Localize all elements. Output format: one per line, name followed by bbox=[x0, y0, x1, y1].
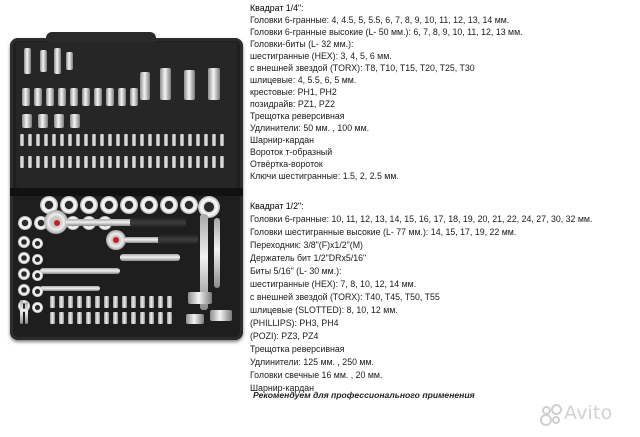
spec-line: Трещотка реверсивная bbox=[250, 344, 345, 354]
bit bbox=[113, 312, 118, 324]
bit bbox=[76, 156, 80, 168]
spec-line: (POZI): PZ3, PZ4 bbox=[250, 331, 319, 341]
bit bbox=[204, 156, 208, 168]
bit bbox=[124, 134, 128, 146]
bit bbox=[100, 134, 104, 146]
bit bbox=[122, 312, 127, 324]
small-socket bbox=[130, 88, 138, 106]
spec-line: Головки шестигранные высокие (L- 77 мм.): 14, 15, 17, 19, 22 мм. bbox=[250, 227, 517, 237]
bit bbox=[132, 134, 136, 146]
bit bbox=[149, 296, 154, 308]
bit bbox=[60, 134, 64, 146]
small-socket bbox=[46, 88, 54, 106]
bit bbox=[84, 134, 88, 146]
small-socket bbox=[82, 88, 90, 106]
bit bbox=[148, 134, 152, 146]
socket bbox=[100, 196, 118, 214]
bit bbox=[59, 312, 64, 324]
spec-line: Головки-биты (L- 32 мм.): bbox=[250, 39, 354, 49]
bit bbox=[220, 156, 224, 168]
spec-line: с внешней звездой (TORX): T40, T45, T50, T55 bbox=[250, 292, 440, 302]
bit bbox=[68, 296, 73, 308]
small-socket bbox=[70, 114, 80, 128]
bit bbox=[50, 312, 55, 324]
spec-line: шестигранные (HEX): 3, 4, 5, 6 мм. bbox=[250, 51, 392, 61]
spec-line: Вороток т-образный bbox=[250, 147, 333, 157]
spec-line: Отвёртка-вороток bbox=[250, 159, 323, 169]
bit bbox=[59, 296, 64, 308]
ratchet-button bbox=[113, 237, 119, 243]
bit bbox=[122, 296, 127, 308]
bit bbox=[68, 312, 73, 324]
bit bbox=[149, 312, 154, 324]
avito-logo-icon bbox=[540, 404, 560, 424]
bit bbox=[77, 312, 82, 324]
bit bbox=[86, 296, 91, 308]
bit bbox=[131, 296, 136, 308]
spec-line: шестигранные (HEX): 7, 8, 10, 12, 14 мм. bbox=[250, 279, 417, 289]
spec-line: Шарнир-кардан bbox=[250, 135, 314, 145]
socket bbox=[140, 196, 158, 214]
spec-section-1-heading: Квадрат 1/4": bbox=[250, 3, 304, 13]
spark-plug-socket bbox=[210, 310, 232, 321]
socket bbox=[32, 254, 43, 265]
spec-line: Переходник: 3/8"(F)x1/2"(M) bbox=[250, 240, 363, 250]
t-handle-bar bbox=[40, 286, 100, 291]
bit bbox=[164, 134, 168, 146]
bit bbox=[95, 296, 100, 308]
bit bbox=[20, 156, 24, 168]
bit bbox=[104, 312, 109, 324]
deep-socket bbox=[140, 72, 150, 100]
small-socket bbox=[22, 114, 32, 128]
small-socket bbox=[118, 88, 126, 106]
deep-socket bbox=[208, 68, 220, 100]
hex-key bbox=[20, 300, 23, 324]
spec-line: Биты 5/16" (L- 30 мм.): bbox=[250, 266, 342, 276]
spec-line: с внешней звездой (TORX): T8, T10, T15, T20, T25, T30 bbox=[250, 63, 475, 73]
deep-socket bbox=[54, 48, 61, 74]
bit bbox=[156, 134, 160, 146]
bit bbox=[116, 156, 120, 168]
deep-socket bbox=[160, 68, 171, 100]
small-socket bbox=[106, 88, 114, 106]
bit bbox=[92, 156, 96, 168]
bit bbox=[44, 156, 48, 168]
bit bbox=[77, 296, 82, 308]
socket bbox=[160, 196, 178, 214]
spec-line: Удлинители: 125 мм. , 250 мм. bbox=[250, 357, 374, 367]
bit bbox=[124, 156, 128, 168]
bit bbox=[196, 156, 200, 168]
bit bbox=[68, 156, 72, 168]
extension-bar bbox=[40, 268, 120, 274]
bit bbox=[68, 134, 72, 146]
socket bbox=[18, 284, 30, 296]
bit bbox=[158, 296, 163, 308]
bit bbox=[86, 312, 91, 324]
deep-socket bbox=[66, 52, 73, 70]
avito-watermark-text: Avito bbox=[564, 402, 613, 424]
bit bbox=[156, 156, 160, 168]
bit bbox=[172, 156, 176, 168]
bit bbox=[52, 134, 56, 146]
deep-socket bbox=[24, 48, 31, 74]
spec-line: Трещотка реверсивная bbox=[250, 111, 345, 121]
bit bbox=[92, 134, 96, 146]
bit bbox=[104, 296, 109, 308]
bit bbox=[167, 312, 172, 324]
bit bbox=[188, 156, 192, 168]
ratchet-grip bbox=[158, 234, 198, 245]
case-divider bbox=[10, 188, 243, 196]
bit bbox=[172, 134, 176, 146]
bit bbox=[204, 134, 208, 146]
bit bbox=[140, 312, 145, 324]
extension-bar bbox=[120, 254, 180, 261]
bit bbox=[84, 156, 88, 168]
tool-set-photo bbox=[10, 38, 243, 340]
socket bbox=[180, 196, 198, 214]
small-socket bbox=[54, 114, 64, 128]
bit bbox=[132, 156, 136, 168]
bit bbox=[116, 134, 120, 146]
universal-joint bbox=[186, 314, 204, 324]
bit bbox=[212, 134, 216, 146]
bit bbox=[28, 134, 32, 146]
spec-line: Головки 6-гранные: 10, 11, 12, 13, 14, 15, 16, 17, 18, 19, 20, 21, 22, 24, 27, 30, 32 мм. bbox=[250, 214, 593, 224]
small-socket bbox=[38, 114, 48, 128]
ratchet-button bbox=[54, 220, 60, 226]
spark-plug-socket bbox=[188, 292, 212, 304]
bit bbox=[220, 134, 224, 146]
small-socket bbox=[22, 88, 30, 106]
socket bbox=[120, 196, 138, 214]
socket bbox=[32, 286, 43, 297]
bit bbox=[76, 134, 80, 146]
socket bbox=[18, 268, 30, 280]
spec-line: шлицевые: 4, 5.5, 6, 5 мм. bbox=[250, 75, 357, 85]
spec-line: позидрайв: PZ1, PZ2 bbox=[250, 99, 336, 109]
deep-socket bbox=[184, 70, 195, 100]
bit bbox=[131, 312, 136, 324]
spec-line: крестовые: PH1, PH2 bbox=[250, 87, 337, 97]
bit bbox=[148, 156, 152, 168]
bit bbox=[108, 134, 112, 146]
bit bbox=[50, 296, 55, 308]
socket bbox=[18, 252, 30, 264]
spec-line: Удлинители: 50 мм. , 100 мм. bbox=[250, 123, 370, 133]
spec-line: шлицевые (SLOTTED): 8, 10, 12 мм. bbox=[250, 305, 398, 315]
spec-line: Шарнир-кардан bbox=[250, 383, 314, 393]
bit bbox=[140, 134, 144, 146]
bit bbox=[36, 156, 40, 168]
bit bbox=[212, 156, 216, 168]
bit bbox=[60, 156, 64, 168]
bit bbox=[140, 156, 144, 168]
bit bbox=[36, 134, 40, 146]
spec-line: Головки свечные 16 мм. , 20 мм. bbox=[250, 370, 383, 380]
recommendation-note: Рекомендуем для профессионального применения bbox=[253, 390, 475, 400]
small-socket bbox=[94, 88, 102, 106]
bit bbox=[167, 296, 172, 308]
small-socket bbox=[58, 88, 66, 106]
socket bbox=[32, 302, 43, 313]
bit bbox=[20, 134, 24, 146]
bit bbox=[108, 156, 112, 168]
bit bbox=[188, 134, 192, 146]
spec-line: Головки 6-гранные высокие (L- 50 мм.): 6, 7, 8, 9, 10, 11, 12, 13 мм. bbox=[250, 27, 523, 37]
bit bbox=[44, 134, 48, 146]
extension-bar bbox=[214, 218, 220, 288]
bit bbox=[113, 296, 118, 308]
spec-line: (PHILLIPS): PH3, PH4 bbox=[250, 318, 339, 328]
socket bbox=[32, 238, 43, 249]
ratchet-grip bbox=[130, 217, 186, 228]
spec-line: Ключи шестигранные: 1.5, 2, 2.5 мм. bbox=[250, 171, 399, 181]
bit bbox=[180, 134, 184, 146]
socket bbox=[32, 270, 43, 281]
bit bbox=[164, 156, 168, 168]
bit bbox=[52, 156, 56, 168]
bit bbox=[158, 312, 163, 324]
bit bbox=[196, 134, 200, 146]
avito-watermark bbox=[540, 398, 634, 428]
spec-line: Держатель бит 1/2"DRx5/16" bbox=[250, 253, 367, 263]
bit bbox=[28, 156, 32, 168]
bit bbox=[180, 156, 184, 168]
socket bbox=[18, 236, 30, 248]
socket bbox=[18, 216, 32, 230]
bit bbox=[100, 156, 104, 168]
bit bbox=[95, 312, 100, 324]
spec-line: Головки 6-гранные: 4, 4.5, 5, 5.5, 6, 7, 8, 9, 10, 11, 12, 13, 14 мм. bbox=[250, 15, 510, 25]
small-socket bbox=[70, 88, 78, 106]
deep-socket bbox=[40, 50, 47, 72]
socket bbox=[80, 196, 98, 214]
hex-key bbox=[25, 302, 28, 324]
bit bbox=[140, 296, 145, 308]
spec-section-2-heading: Квадрат 1/2": bbox=[250, 201, 304, 211]
small-socket bbox=[34, 88, 42, 106]
